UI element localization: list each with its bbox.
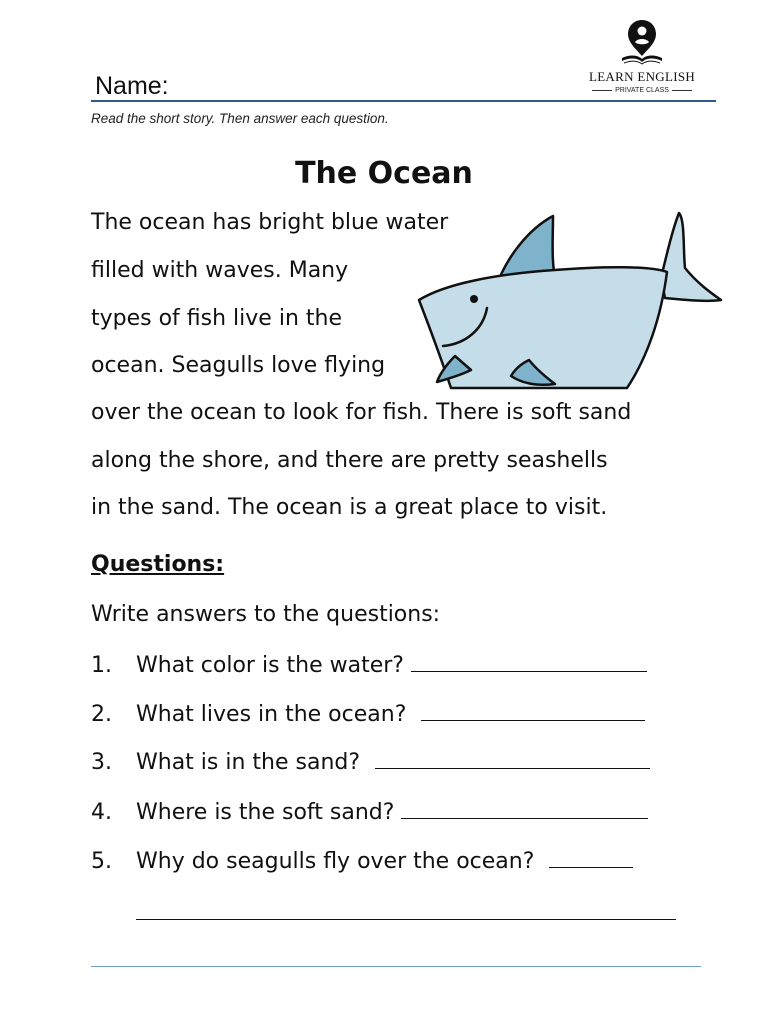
question-5 xyxy=(91,847,633,876)
question-text: What is in the sand? xyxy=(136,750,361,775)
header-divider xyxy=(91,100,716,102)
question-3 xyxy=(91,748,650,777)
logo-subtitle-text: PRIVATE CLASS xyxy=(615,87,669,94)
shark-icon xyxy=(415,208,725,398)
story-line: in the sand. The ocean is a great place to visit. xyxy=(91,495,608,520)
answer-blank-1[interactable] xyxy=(411,651,647,672)
logo-title: LEARN ENGLISH xyxy=(588,69,696,84)
book-pin-icon xyxy=(620,18,664,66)
story-line: ocean. Seagulls love flying xyxy=(91,353,386,378)
question-number: 4. xyxy=(91,800,112,825)
question-number: 3. xyxy=(91,750,112,775)
story-title: The Ocean xyxy=(295,156,473,191)
question-2 xyxy=(91,700,645,729)
story-line: types of fish live in the xyxy=(91,306,342,331)
question-text: Why do seagulls fly over the ocean? xyxy=(136,849,535,874)
question-text: What lives in the ocean? xyxy=(136,702,407,727)
logo-subtitle xyxy=(582,86,702,95)
story-line: The ocean has bright blue water xyxy=(91,210,449,235)
question-1 xyxy=(91,651,647,680)
footer-divider xyxy=(91,966,701,967)
answer-blank-5[interactable] xyxy=(549,847,633,868)
answer-blank-2[interactable] xyxy=(421,700,645,721)
question-number: 5. xyxy=(91,849,112,874)
questions-heading: Questions: xyxy=(91,552,225,577)
story-line: over the ocean to look for fish. There is soft sand xyxy=(91,400,632,425)
question-4 xyxy=(91,798,648,827)
learn-english-logo xyxy=(582,18,702,98)
story-line: along the shore, and there are pretty seashells xyxy=(91,448,608,473)
story-line: filled with waves. Many xyxy=(91,258,349,283)
question-text: Where is the soft sand? xyxy=(136,800,395,825)
question-number: 2. xyxy=(91,702,112,727)
question-text: What color is the water? xyxy=(136,653,404,678)
questions-intro: Write answers to the questions: xyxy=(91,602,441,627)
answer-line-5-continued[interactable] xyxy=(136,919,676,920)
instructions-text: Read the short story. Then answer each question. xyxy=(91,111,389,126)
answer-blank-3[interactable] xyxy=(375,748,650,769)
question-number: 1. xyxy=(91,653,112,678)
name-label: Name: xyxy=(95,72,169,100)
answer-blank-4[interactable] xyxy=(401,798,648,819)
